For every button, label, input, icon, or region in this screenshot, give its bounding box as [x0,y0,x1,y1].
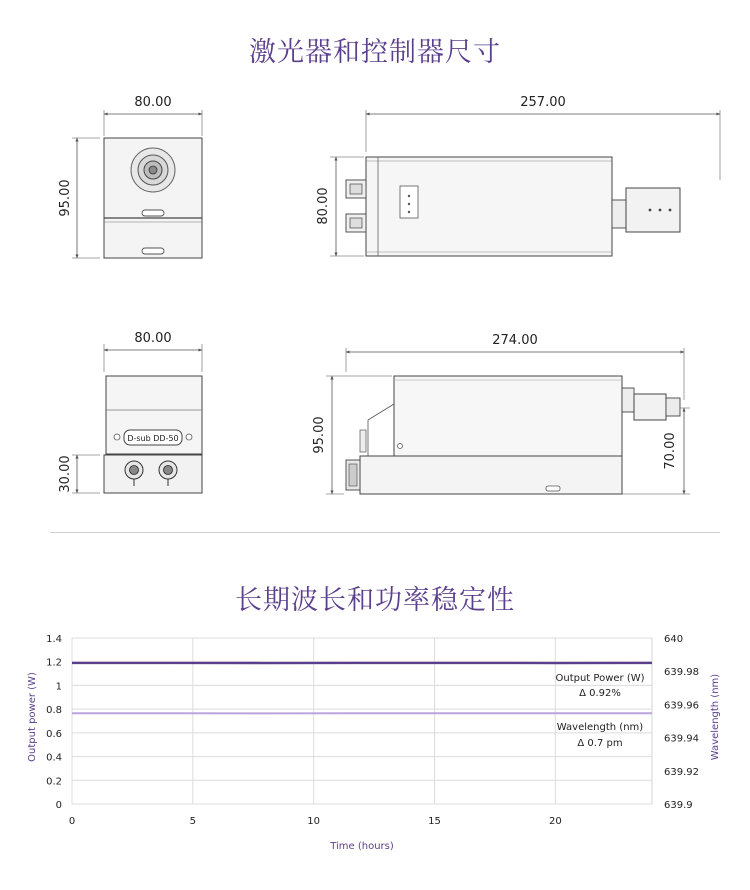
dim-length-label: 257.00 [520,95,566,110]
x-tick-label: 5 [189,816,197,827]
y-tick-label: 0.6 [46,728,62,740]
x-tick-label: 0 [68,816,76,827]
y-tick-label: 0.2 [46,776,62,788]
y-right-tick-label: 639.94 [664,733,699,745]
dim-width-label: 80.00 [134,95,172,110]
dimensions-title: 激光器和控制器尺寸 [249,37,501,68]
y-tick-label: 0.8 [46,705,62,717]
controller-front-view [58,331,202,493]
laser-output-barrel [634,394,666,420]
dim-ctrl-total-height-label: 95.00 [312,416,327,454]
x-tick-label: 20 [548,816,562,827]
laser-mount-base [104,455,202,493]
annotation-power-delta: Δ 0.92% [579,688,621,699]
controller-side-view [312,333,690,494]
annotation-power-title: Output Power (W) [555,673,645,684]
laser-side-view [316,95,720,256]
y-tick-label: 1 [55,681,62,693]
controller-housing-lower [360,456,622,494]
stability-chart [0,630,750,890]
x-tick-label: 10 [307,816,321,827]
y-tick-label: 1.2 [46,657,62,669]
y-right-tick-label: 639.92 [664,766,699,778]
stability-title: 长期波长和功率稳定性 [235,585,515,616]
y-right-tick-label: 639.98 [664,667,699,679]
y-tick-label: 1.4 [46,634,62,645]
laser-front-view [58,95,202,258]
section-divider [50,532,720,533]
y-tick-label: 0 [55,800,62,811]
dim-ctrl-length-label: 274.00 [492,333,538,348]
dim-ctrl-right-height-label: 70.00 [663,432,678,470]
y-right-tick-label: 639.96 [664,700,699,712]
x-axis-label: Time (hours) [330,841,394,852]
dim-height-label: 95.00 [58,179,73,217]
y-tick-label: 0.4 [46,752,62,764]
y-axis-label-right: Wavelength (nm) [710,673,721,761]
dim-side-height-label: 80.00 [316,187,331,225]
y-axis-label-left: Output power (W) [27,672,38,762]
annotation-wavelength-delta: Δ 0.7 pm [577,738,623,749]
y-right-tick-label: 640 [664,634,684,645]
annotation-wavelength-title: Wavelength (nm) [556,722,644,733]
x-tick-label: 15 [428,816,441,827]
dim-ctrl-width-label: 80.00 [134,331,172,346]
y-right-tick-label: 639.9 [664,800,693,811]
dsub-connector-label: D-sub DD-50 [127,434,179,443]
controller-housing-upper [394,376,622,456]
output-barrel [626,188,680,232]
dim-ctrl-height-label: 30.00 [58,455,73,493]
